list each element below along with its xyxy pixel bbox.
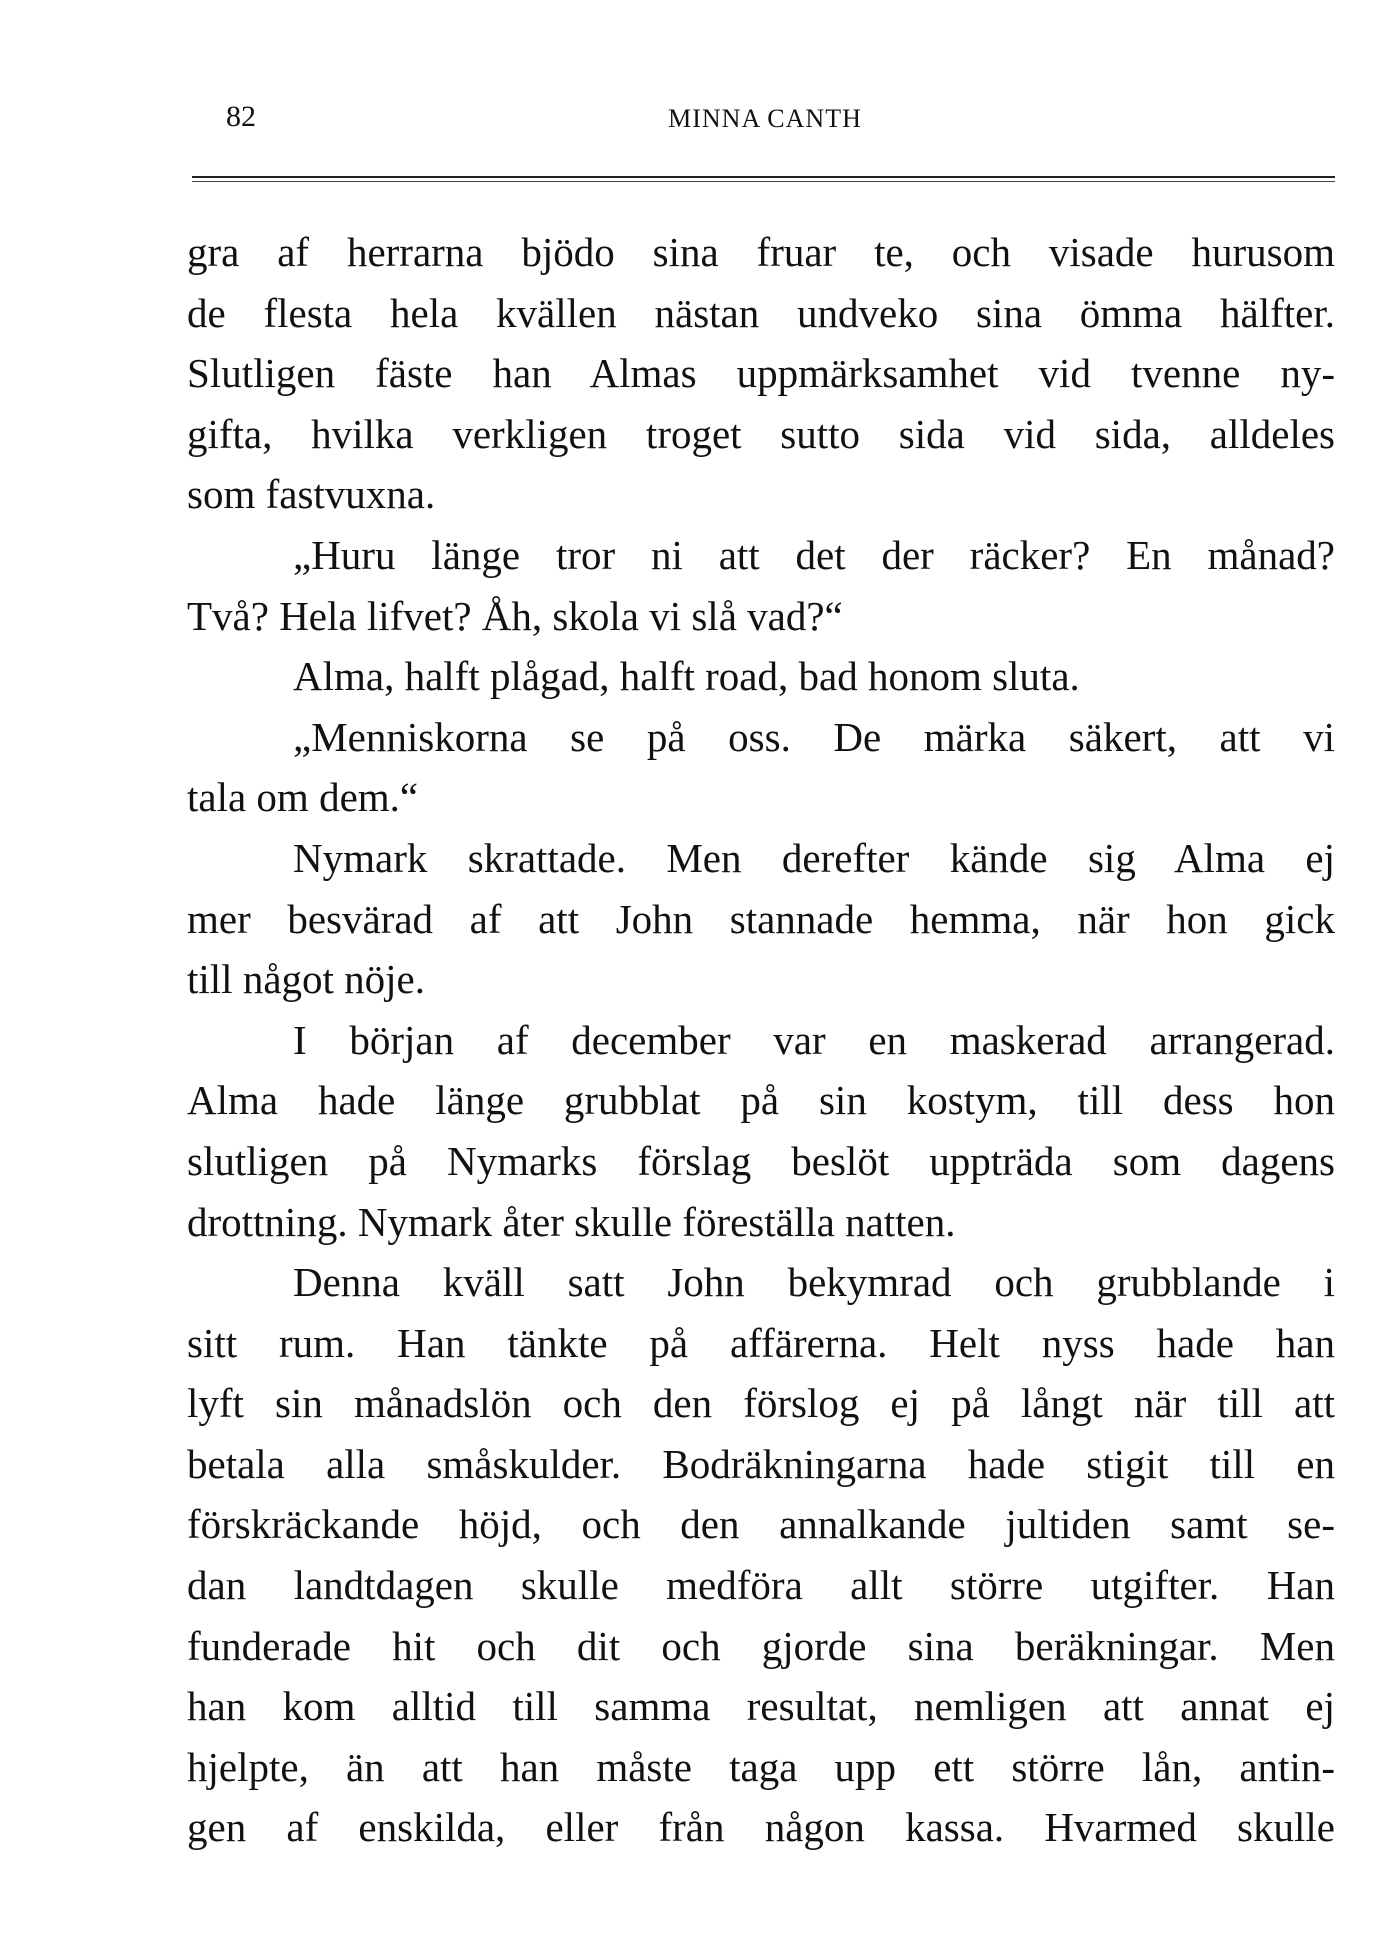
text-line: Alma, halft plågad, halft road, bad honom sluta. bbox=[293, 653, 1080, 700]
text-line: I början af december var en maskerad arrangerad. bbox=[293, 1016, 1335, 1063]
text-line: funderade hit och dit och gjorde sina beräkningar. Men bbox=[187, 1622, 1335, 1669]
text-line: han kom alltid till samma resultat, nemligen att annat ej bbox=[187, 1683, 1335, 1730]
text-line: „Huru länge tror ni att det der räcker? En månad? bbox=[293, 531, 1335, 578]
text-line: Två? Hela lifvet? Åh, skola vi slå vad?“ bbox=[187, 592, 843, 639]
body-text bbox=[187, 222, 1335, 1858]
text-line: gra af herrarna bjödo sina fruar te, och visade hurusom bbox=[187, 229, 1335, 275]
text-line: Slutligen fäste han Almas uppmärksamhet vid tvenne ny- bbox=[187, 350, 1335, 397]
text-line: slutligen på Nymarks förslag beslöt uppträda som dagens bbox=[187, 1137, 1335, 1184]
text-line: „Menniskorna se på oss. De märka säkert, att vi bbox=[293, 713, 1335, 760]
text-line: till något nöje. bbox=[187, 956, 425, 1003]
text-line: gen af enskilda, eller från någon kassa. Hvarmed skulle bbox=[187, 1804, 1335, 1851]
text-line: förskräckande höjd, och den annalkande jultiden samt se- bbox=[187, 1501, 1335, 1548]
text-line: hjelpte, än att han måste taga upp ett större lån, antin- bbox=[187, 1743, 1335, 1790]
text-line: Nymark skrattade. Men derefter kände sig Alma ej bbox=[293, 834, 1335, 881]
text-line: Alma hade länge grubblat på sin kostym, till dess hon bbox=[187, 1077, 1335, 1124]
text-line: mer besvärad af att John stannade hemma, när hon gick bbox=[187, 895, 1335, 942]
page-number: 82 bbox=[226, 100, 256, 133]
text-line: tala om dem.“ bbox=[187, 774, 419, 821]
paragraph bbox=[187, 828, 1335, 1010]
paragraph bbox=[187, 1252, 1335, 1858]
text-line: som fastvuxna. bbox=[187, 471, 436, 518]
paragraph bbox=[187, 646, 1335, 707]
text-line: lyft sin månadslön och den förslog ej på långt när till att bbox=[187, 1380, 1335, 1427]
text-line: drottning. Nymark åter skulle föreställa natten. bbox=[187, 1198, 956, 1245]
running-title: MINNA CANTH bbox=[668, 104, 862, 133]
text-line: betala alla småskulder. Bodräkningarna hade stigit till en bbox=[187, 1440, 1335, 1487]
paragraph bbox=[187, 525, 1335, 646]
text-line: sitt rum. Han tänkte på affärerna. Helt nyss hade han bbox=[187, 1319, 1335, 1366]
header-rule bbox=[192, 176, 1335, 182]
text-line: de flesta hela kvällen nästan undveko sina ömma hälfter. bbox=[187, 289, 1335, 336]
paragraph bbox=[187, 222, 1335, 525]
text-line: Denna kväll satt John bekymrad och grubblande i bbox=[293, 1259, 1335, 1306]
text-line: gifta, hvilka verkligen troget sutto sida vid sida, alldeles bbox=[187, 410, 1335, 457]
text-line: dan landtdagen skulle medföra allt större utgifter. Han bbox=[187, 1562, 1335, 1609]
paragraph bbox=[187, 707, 1335, 828]
paragraph bbox=[187, 1010, 1335, 1252]
